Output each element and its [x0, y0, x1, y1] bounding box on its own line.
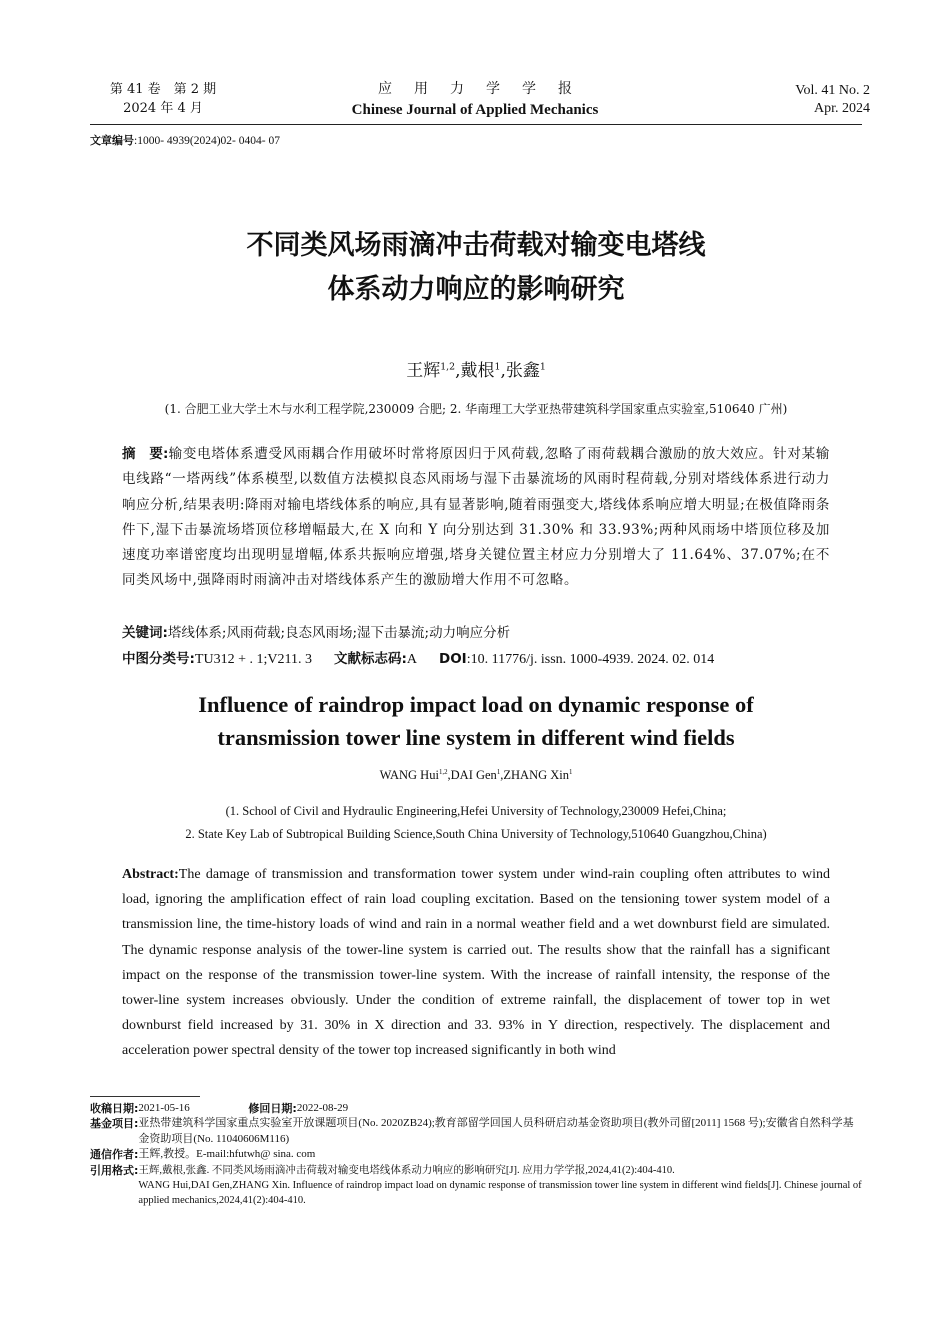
date-cn: 2024 年 4 月: [123, 101, 203, 116]
keywords-cn-label: 关键词:: [122, 625, 168, 641]
revised-value: 2022-08-29: [296, 1102, 349, 1114]
title-cn: [90, 224, 862, 312]
affiliations-en: [90, 800, 862, 846]
received-value: 2021-05-16: [138, 1102, 190, 1114]
clc-value: TU312 + . 1;V211. 3: [194, 652, 312, 667]
header-rule: [90, 124, 862, 125]
footnote-fund: [90, 1116, 862, 1147]
title-en-line2: transmission tower line system in different wind fields: [217, 725, 735, 750]
author-cn-3: 张鑫: [505, 361, 540, 381]
corresponding-label: 通信作者:: [90, 1148, 139, 1162]
title-cn-line1: 不同类风场雨滴冲击荷载对输变电塔线: [246, 230, 706, 261]
authors-en: [90, 768, 862, 783]
date-en: Apr. 2024: [814, 101, 870, 116]
received-label: 收稿日期:: [90, 1102, 139, 1115]
author-en-3-sup: 1: [569, 768, 573, 776]
journal-name: [300, 78, 650, 119]
title-en-line1: Influence of raindrop impact load on dynamic response of: [198, 692, 754, 717]
title-en: [90, 688, 862, 754]
abstract-en-text: The damage of transmission and transformation tower system under wind-rain coupling often attributes to wind load, ignoring the amplification effect of rain load coupling excitation. Based on the tensioning tower system model of a transmission line, the time-history loads of wind and rain in a normal weather field and a wet downburst field are simulated. The dynamic response analysis of the tower-line system is carried out. The results show that the rainfall has a significant impact on the response of the transmission tower-line system. With the increase of rainfall intensity, the response of the tower-line system increases obviously. Under the condition of extreme rainfall, the displacement of tower top in wet downburst field increased by 31. 30% in X direction and 33. 93% in Y direction, respectively. The displacement and acceleration power spectral density of the tower top increased significantly in both wind: [122, 867, 830, 1059]
citation-label: 引用格式:: [90, 1163, 139, 1177]
author-cn-3-sup: 1: [539, 361, 546, 373]
citation-block: [138, 1163, 862, 1209]
footnotes: [90, 1101, 862, 1209]
volume-issue-cn: 第 41 卷 第 2 期: [109, 82, 217, 97]
footnote-rule: [90, 1096, 200, 1097]
header-issue-en: [740, 82, 870, 118]
abstract-cn-text: 输变电塔体系遭受风雨耦合作用破坏时常将原因归于风荷载,忽略了雨荷载耦合激励的放大效应。针对某输电线路“一塔两线”体系模型,以数值方法模拟良态风雨场与湿下击暴流场的风雨时程荷载,分别对塔线体系进行动力响应分析,结果表明:降雨对输电塔线体系的响应,具有显著影响,随着雨强变大,塔线体系响应增大明显;在极值降雨条件下,湿下击暴流场塔顶位移增幅最大,在 X 向和 Y 向分别达到 31.30% 和 33.93%;两种风雨场中塔顶位移及加速度功率谱密度均出现明显增幅,体系共振响应增强,塔身关键位置主材应力分别增大了 11.64%、37.07%;在不同类风场中,强降雨时雨滴冲击对塔线体系产生的激励增大作用不可忽略。: [122, 446, 830, 589]
affiliation-en-line1: (1. School of Civil and Hydraulic Engineering,Hefei University of Technology,230009 Hefei,China;: [225, 804, 727, 818]
doc-code-label: 文献标志码:: [333, 651, 407, 667]
doi-value: :10. 11776/j. issn. 1000-4939. 2024. 02. 014: [466, 652, 715, 667]
header-issue-cn: [98, 80, 228, 118]
footnote-dates: [90, 1101, 862, 1116]
keywords-cn: [122, 622, 830, 644]
author-en-3: ,ZHANG Xin: [500, 768, 569, 782]
abstract-cn: [122, 442, 830, 594]
author-en-1-sup: 1,2: [438, 768, 448, 776]
corresponding-value: 王辉,教授。E-mail:hfutwh@ sina. com: [138, 1148, 316, 1161]
article-number: [90, 132, 280, 148]
abstract-en-label: Abstract:: [122, 867, 179, 882]
article-number-label: 文章编号: [90, 134, 134, 147]
journal-name-en: Chinese Journal of Applied Mechanics: [351, 102, 599, 118]
author-cn-2-sup: 1: [494, 361, 501, 373]
author-en-2-sup: 1: [496, 768, 501, 776]
affiliations-cn: (1. 合肥工业大学土木与水利工程学院,230009 合肥; 2. 华南理工大学亚热带建筑科学国家重点实验室,510640 广州): [164, 402, 788, 416]
author-cn-1: 王辉: [406, 361, 441, 381]
fund-label: 基金项目:: [90, 1117, 139, 1131]
journal-name-cn: 应用力学学报: [378, 81, 594, 97]
author-sep-2: ,: [500, 361, 506, 381]
doi-label: DOI: [438, 651, 467, 667]
author-cn-1-sup: 1,2: [440, 361, 456, 373]
clc-label: 中图分类号:: [122, 651, 195, 667]
revised-label: 修回日期:: [248, 1102, 297, 1115]
footnote-corresponding: [90, 1147, 862, 1162]
title-cn-line2: 体系动力响应的影响研究: [327, 274, 625, 305]
volume-issue-en: Vol. 41 No. 2: [795, 83, 870, 98]
authors-cn: [90, 356, 862, 381]
author-cn-2: 戴根: [460, 361, 495, 381]
author-en-1: WANG Hui: [379, 768, 439, 782]
affiliation-en-line2: 2. State Key Lab of Subtropical Building Science,South China University of Technology,510640 Guangzhou,China): [185, 827, 767, 841]
footnote-citation: [90, 1163, 862, 1209]
citation-en: WANG Hui,DAI Gen,ZHANG Xin. Influence of raindrop impact load on dynamic response of transmission tower line system in different wind fields[J]. Chinese journal of applied mechanics,2024,41(2):404-410.: [138, 1180, 862, 1207]
abstract-en: [122, 862, 830, 1064]
doc-code-value: A: [406, 652, 417, 667]
keywords-cn-text: 塔线体系;风雨荷载;良态风雨场;湿下击暴流;动力响应分析: [167, 625, 511, 641]
article-number-value: :1000- 4939(2024)02- 0404- 07: [134, 135, 280, 147]
classification-line: [122, 648, 852, 671]
abstract-cn-label: 摘 要:: [122, 446, 169, 462]
author-en-2: ,DAI Gen: [447, 768, 497, 782]
citation-cn: 王辉,戴根,张鑫. 不同类风场雨滴冲击荷载对输变电塔线体系动力响应的影响研究[J]. 应用力学学报,2024,41(2):404-410.: [138, 1164, 675, 1176]
author-sep-1: ,: [455, 361, 461, 381]
fund-value: 亚热带建筑科学国家重点实验室开放课题项目(No. 2020ZB24);教育部留学回国人员科研启动基金资助项目(教外司留[2011] 1568 号);安徽省自然科学基金资助项目(No. 11040606M116): [138, 1117, 854, 1145]
